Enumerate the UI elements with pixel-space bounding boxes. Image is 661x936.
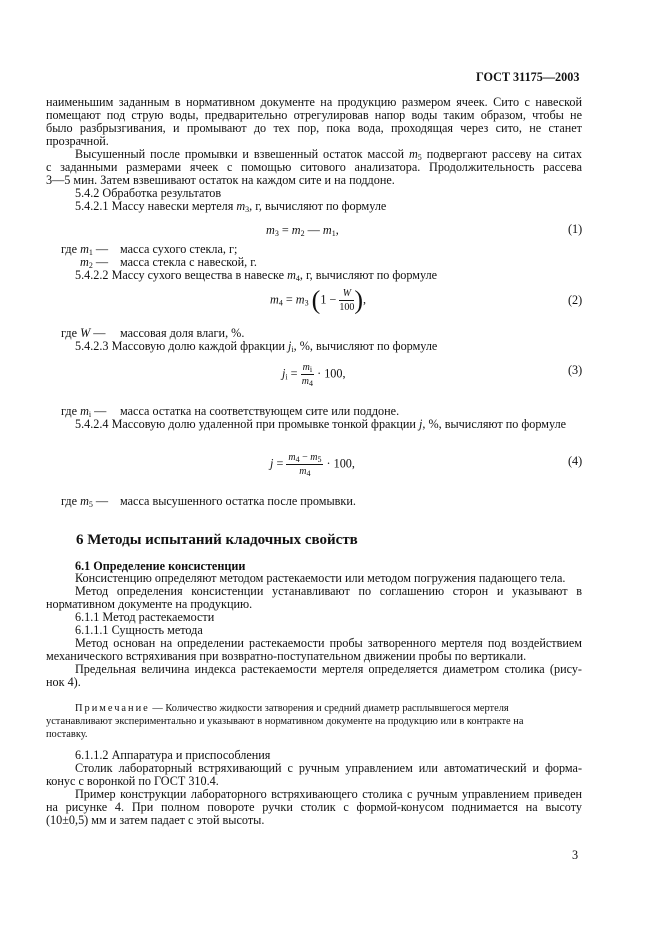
subsection-heading: 6.1.1.2 Аппаратура и приспособления	[75, 748, 271, 762]
paragraph-line: на рисунке 4. При полном повороте ручки столик с формой-конусом поднимается на высоту	[46, 800, 582, 814]
paragraph-line: механического встряхивания при возвратно-поступательном движении пробы по вертикали.	[46, 649, 527, 663]
note-line: устанавливают экспериментально и указывают в нормативном документе на продукцию или в контракте на	[46, 716, 524, 727]
subsection-heading: 5.4.2 Обработка результатов	[75, 186, 222, 200]
paragraph-line: с заданными размерами ячеек с помощью ситового анализатора. Продолжительность рассева	[46, 160, 582, 174]
where-text: масса сухого стекла, г;	[120, 242, 238, 256]
where-text: массовая доля влаги, %.	[120, 326, 245, 340]
paragraph-line: Высушенный после промывки и взвешенный остаток массой $m_5$ подвергают рассеву на ситах	[75, 147, 583, 162]
where-text: масса стекла с навеской, г.	[120, 255, 257, 269]
paragraph-line: помещают под струю воды, предварительно отрегулировав напор воды таким образом, чтобы не	[46, 108, 582, 122]
running-header-standard-id: ГОСТ 31175—2003	[476, 70, 580, 84]
formula-1: $m_3 = m_2$ — $m_1$,	[266, 223, 339, 238]
where-label: где $m_i$ —	[61, 404, 107, 419]
paragraph-line: Предельная величина индекса растекаемости мертеля определяется диаметром столика (рису-	[75, 662, 582, 676]
where-text: масса высушенного остатка после промывки.	[120, 494, 356, 508]
equation-number: (2)	[568, 293, 583, 307]
equation-number: (3)	[568, 363, 583, 377]
paragraph-line: конус с воронкой по ГОСТ 310.4.	[46, 774, 219, 788]
paragraph-line: Пример конструкции лабораторного встряхивающего столика с ручным управлением приведен	[75, 787, 582, 801]
equation-number: (1)	[568, 222, 583, 236]
paragraph-line: нормативном документе на продукцию.	[46, 597, 253, 611]
formula-4: j = $\frac{m_4 - m_5}{m_4}$ · 100,	[270, 452, 355, 478]
paragraph-line: Столик лабораторный встряхивающий с ручным управлением или автоматический и форма-	[75, 761, 582, 775]
where-text: масса остатка на соответствующем сите или поддоне.	[120, 404, 400, 418]
paragraph-line: 3—5 мин. Затем взвешивают остаток на каждом сите и на поддоне.	[46, 173, 395, 187]
paragraph-line: Метод определения консистенции устанавливают по соглашению сторон и указывают в	[75, 584, 582, 598]
paragraph-line: 5.4.2.3 Массовую долю каждой фракции $j_i$, %, вычисляют по формуле	[75, 339, 438, 354]
formula-2: $m_4 = m_3$ (1 − $\frac{W}{100}$ ),	[270, 285, 367, 315]
subsection-heading: 6.1.1.1 Сущность метода	[75, 623, 203, 637]
note-line: поставку.	[46, 729, 88, 740]
paragraph-line: прозрачной.	[46, 134, 109, 148]
subsection-heading: 6.1.1 Метод растекаемости	[75, 610, 215, 624]
paragraph-line: 5.4.2.1 Массу навески мертеля $m_3$, г, вычисляют по формуле	[75, 199, 387, 214]
page-number: 3	[572, 848, 579, 862]
paragraph-line: Консистенцию определяют методом растекаемости или методом погружения падающего тела.	[75, 571, 566, 585]
where-label: где $m_1$ —	[61, 242, 109, 257]
where-label: $m_2$ —	[80, 255, 109, 270]
paragraph-line: (10±0,5) мм и затем падает с этой высоты.	[46, 813, 265, 827]
paragraph-line: 5.4.2.4 Массовую долю удаленной при промывке тонкой фракции j, %, вычисляют по формуле	[75, 417, 567, 431]
paragraph-line: Метод основан на определении растекаемости пробы затворенного мертеля под воздействием	[75, 636, 582, 650]
section-heading: 6 Методы испытаний кладочных свойств	[76, 532, 358, 548]
paragraph-line: было разбрызгивания, и промывают до тех пор, пока вода, проходящая через сито, не станет	[46, 121, 582, 135]
where-label: где W —	[61, 326, 106, 340]
subsection-heading: 6.1 Определение консистенции	[75, 559, 246, 573]
paragraph-line: наименьшим заданным в нормативном документе на продукцию размером ячеек. Сито с навеской	[46, 95, 582, 109]
paragraph-line: нок 4).	[46, 675, 81, 689]
paragraph-line: 5.4.2.2 Массу сухого вещества в навеске $m_4$, г, вычисляют по формуле	[75, 268, 438, 283]
equation-number: (4)	[568, 454, 583, 468]
formula-3: $j_i$ = $\frac{m_i}{m_4}$ · 100,	[282, 362, 346, 388]
where-label: где $m_5$ —	[61, 494, 109, 509]
note: Примечание — Количество жидкости затворения и средний диаметр расплывшегося мертеля	[75, 703, 509, 714]
